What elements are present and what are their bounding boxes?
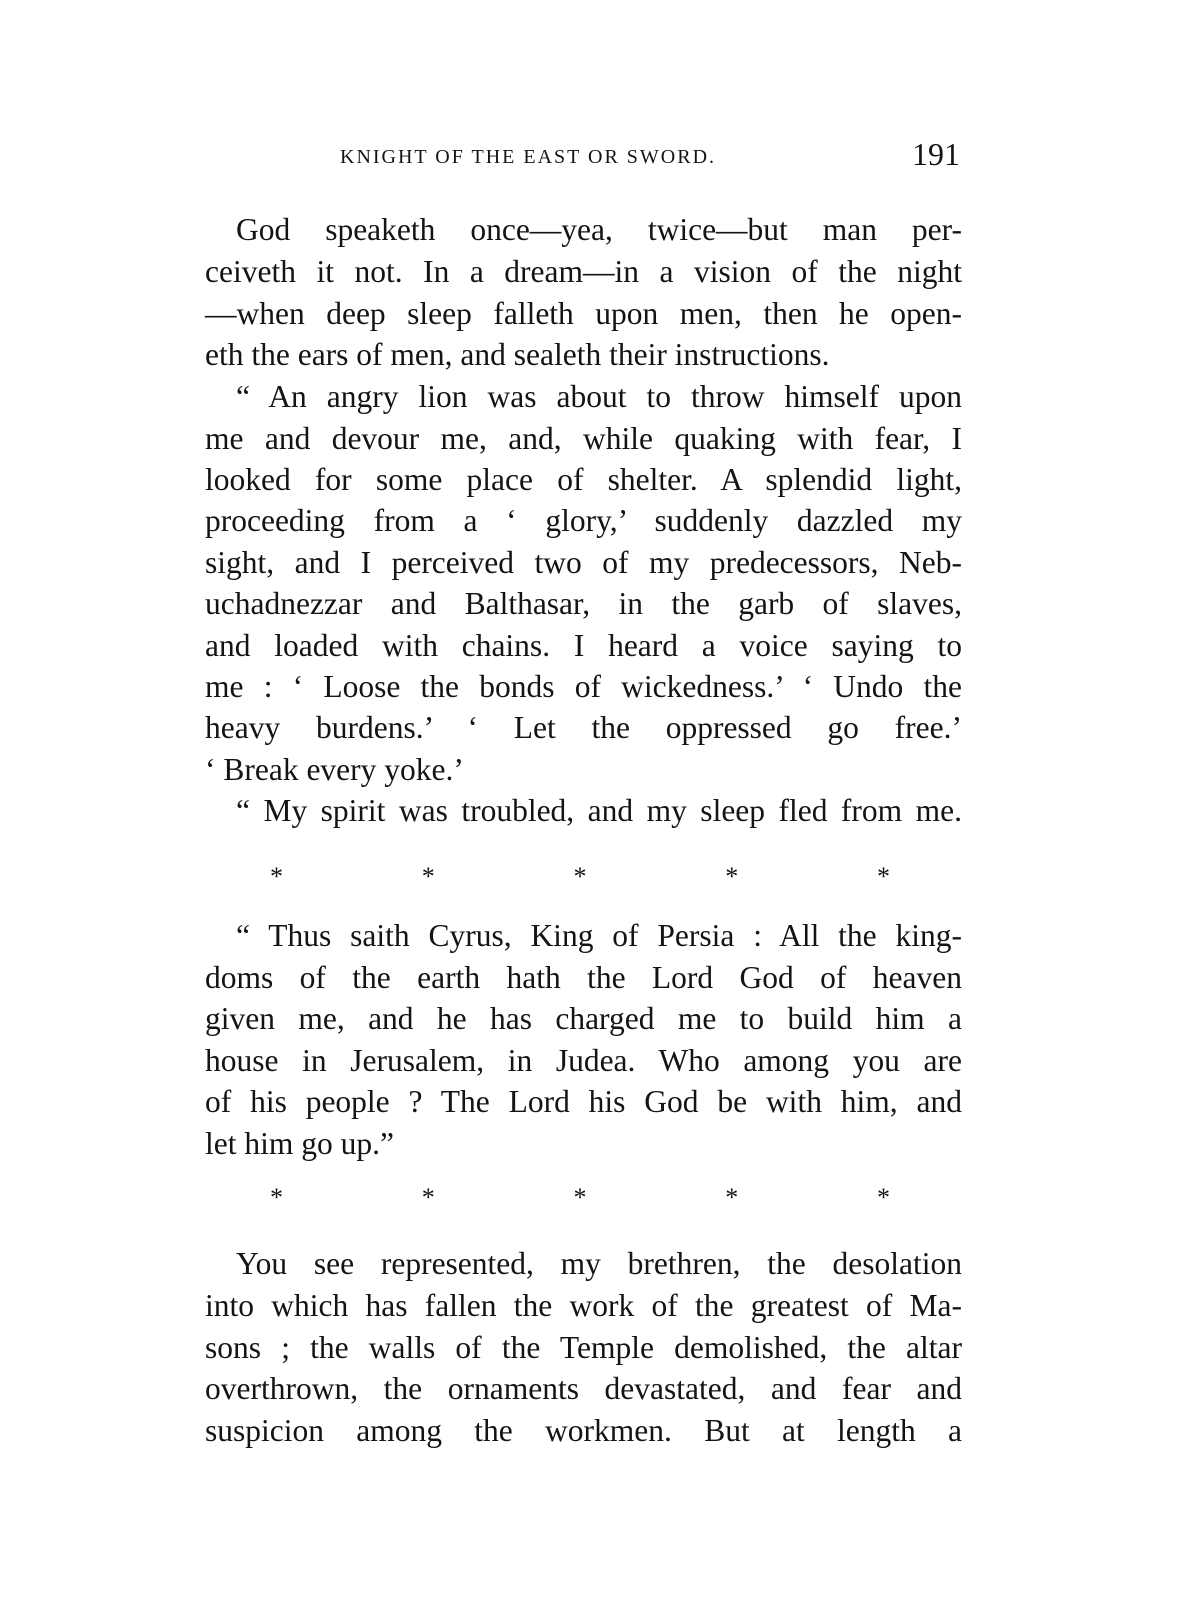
text-line: uchadnezzar and Balthasar, in the garb of slaves,: [205, 586, 962, 621]
asterisk: *: [573, 1183, 587, 1212]
running-head: KNIGHT OF THE EAST OR SWORD.: [340, 146, 717, 168]
text-line: me and devour me, and, while quaking with fear, I: [205, 421, 962, 456]
text-line: let him go up.”: [205, 1126, 394, 1161]
text-line: house in Jerusalem, in Judea. Who among you are: [205, 1043, 962, 1078]
asterisk: *: [877, 1183, 890, 1212]
text-line: eth the ears of men, and sealeth their instructions.: [205, 337, 830, 372]
text-line: of his people ? The Lord his God be with him, and: [205, 1084, 962, 1119]
page-header: [300, 136, 960, 180]
asterisk: *: [877, 862, 890, 891]
text-line: doms of the earth hath the Lord God of heaven: [205, 960, 962, 995]
asterisk: *: [421, 1183, 435, 1212]
asterisk: *: [421, 862, 435, 891]
asterisk: *: [725, 1183, 739, 1212]
section-break: [270, 862, 890, 892]
page-number: 191: [912, 136, 960, 172]
text-line: God speaketh once—yea, twice—but man per-: [236, 212, 962, 247]
asterisk: *: [573, 862, 587, 891]
text-line: suspicion among the workmen. But at length a: [205, 1413, 962, 1448]
text-line: You see represented, my brethren, the desolation: [236, 1246, 962, 1281]
asterisk: *: [725, 862, 739, 891]
text-line: ‘ Break every yoke.’: [205, 752, 464, 787]
asterisk: *: [270, 862, 283, 891]
text-line: “ My spirit was troubled, and my sleep fled from me.: [236, 793, 962, 828]
text-line: sight, and I perceived two of my predecessors, Neb-: [205, 545, 962, 580]
asterisk: *: [270, 1183, 283, 1212]
text-line: overthrown, the ornaments devastated, and fear and: [205, 1371, 962, 1406]
section-break: [270, 1183, 890, 1213]
text-line: sons ; the walls of the Temple demolished, the altar: [205, 1330, 962, 1365]
text-line: “ An angry lion was about to throw himself upon: [236, 379, 962, 414]
text-line: ceiveth it not. In a dream—in a vision of the night: [205, 254, 962, 289]
text-line: heavy burdens.’ ‘ Let the oppressed go free.’: [205, 710, 962, 745]
text-line: looked for some place of shelter. A splendid light,: [205, 462, 962, 497]
text-line: given me, and he has charged me to build him a: [205, 1001, 962, 1036]
text-line: “ Thus saith Cyrus, King of Persia : All the king-: [236, 918, 962, 953]
text-line: into which has fallen the work of the greatest of Ma-: [205, 1288, 962, 1323]
text-line: proceeding from a ‘ glory,’ suddenly dazzled my: [205, 503, 962, 538]
text-line: —when deep sleep falleth upon men, then he open-: [205, 296, 962, 331]
text-line: me : ‘ Loose the bonds of wickedness.’ ‘ Undo the: [205, 669, 962, 704]
text-line: and loaded with chains. I heard a voice saying to: [205, 628, 962, 663]
